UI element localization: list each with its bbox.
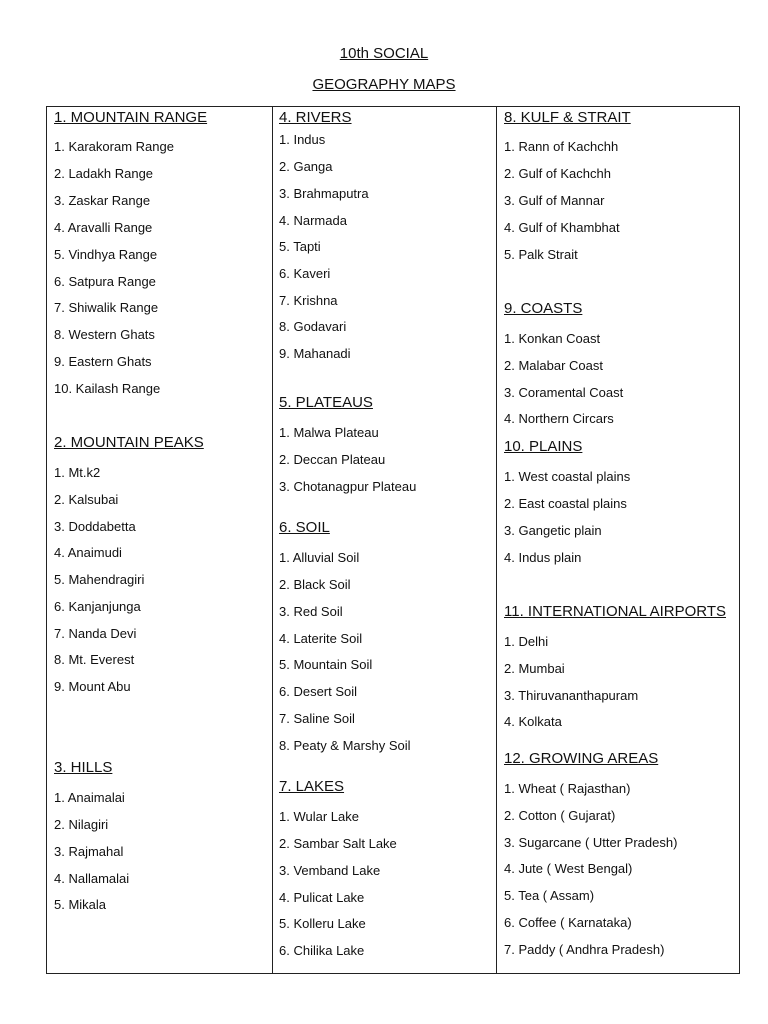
list-item: 10. Kailash Range xyxy=(54,381,161,396)
list-item: 6. Chilika Lake xyxy=(279,943,365,958)
list-item: 2. Mumbai xyxy=(504,661,565,676)
list-item: 1. Indus xyxy=(279,132,326,147)
list-item: 1. Malwa Plateau xyxy=(279,425,379,440)
list-item: 5. Tapti xyxy=(279,239,321,254)
list-item: 2. Cotton ( Gujarat) xyxy=(504,808,616,823)
section-heading-soil: 6. SOIL xyxy=(279,519,330,536)
list-item: 1. Alluvial Soil xyxy=(279,550,360,565)
list-item: 4. Gulf of Khambhat xyxy=(504,220,620,235)
list-item: 3. Gangetic plain xyxy=(504,523,602,538)
list-item: 1. Rann of Kachchh xyxy=(504,139,619,154)
list-item: 3. Sugarcane ( Utter Pradesh) xyxy=(504,835,678,850)
list-item: 2. Kalsubai xyxy=(54,492,119,507)
list-item: 3. Doddabetta xyxy=(54,519,136,534)
column-divider xyxy=(496,107,497,973)
list-item: 7. Krishna xyxy=(279,293,338,308)
section-heading-mountain-range: 1. MOUNTAIN RANGE xyxy=(54,109,208,126)
list-item: 3. Brahmaputra xyxy=(279,186,369,201)
list-item: 5. Tea ( Assam) xyxy=(504,888,595,903)
section-heading-hills: 3. HILLS xyxy=(54,759,113,776)
list-item: 4. Jute ( West Bengal) xyxy=(504,861,633,876)
list-item: 9. Mount Abu xyxy=(54,679,131,694)
section-heading-rivers: 4. RIVERS xyxy=(279,109,352,126)
section-heading-mountain-peaks: 2. MOUNTAIN PEAKS xyxy=(54,434,204,451)
list-item: 2. East coastal plains xyxy=(504,496,627,511)
list-item: 3. Red Soil xyxy=(279,604,343,619)
list-item: 5. Kolleru Lake xyxy=(279,916,366,931)
list-item: 4. Narmada xyxy=(279,213,347,228)
list-item: 5. Mahendragiri xyxy=(54,572,145,587)
list-item: 7. Saline Soil xyxy=(279,711,355,726)
list-item: 2. Gulf of Kachchh xyxy=(504,166,611,181)
list-item: 4. Indus plain xyxy=(504,550,582,565)
list-item: 3. Coramental Coast xyxy=(504,385,624,400)
list-item: 2. Black Soil xyxy=(279,577,351,592)
list-item: 1. Wular Lake xyxy=(279,809,359,824)
list-item: 3. Vemband Lake xyxy=(279,863,381,878)
list-item: 1. Karakoram Range xyxy=(54,139,174,154)
list-item: 7. Nanda Devi xyxy=(54,626,137,641)
list-item: 4. Anaimudi xyxy=(54,545,122,560)
list-item: 8. Western Ghats xyxy=(54,327,155,342)
list-item: 2. Deccan Plateau xyxy=(279,452,386,467)
list-item: 4. Kolkata xyxy=(504,714,562,729)
section-heading-gulf-strait: 8. KULF & STRAIT xyxy=(504,109,631,126)
list-item: 7. Shiwalik Range xyxy=(54,300,159,315)
list-item: 8. Godavari xyxy=(279,319,347,334)
list-item: 9. Eastern Ghats xyxy=(54,354,152,369)
list-item: 6. Satpura Range xyxy=(54,274,156,289)
list-item: 6. Coffee ( Karnataka) xyxy=(504,915,632,930)
list-item: 6. Desert Soil xyxy=(279,684,358,699)
section-heading-growing-areas: 12. GROWING AREAS xyxy=(504,750,659,767)
list-item: 4. Laterite Soil xyxy=(279,631,363,646)
section-heading-coasts: 9. COASTS xyxy=(504,300,583,317)
list-item: 1. Delhi xyxy=(504,634,549,649)
section-heading-plains: 10. PLAINS xyxy=(504,438,583,455)
list-item: 2. Sambar Salt Lake xyxy=(279,836,397,851)
list-item: 8. Mt. Everest xyxy=(54,652,135,667)
list-item: 2. Malabar Coast xyxy=(504,358,603,373)
list-item: 3. Chotanagpur Plateau xyxy=(279,479,417,494)
list-item: 3. Gulf of Mannar xyxy=(504,193,605,208)
list-item: 5. Palk Strait xyxy=(504,247,578,262)
list-item: 1. Konkan Coast xyxy=(504,331,601,346)
list-item: 4. Pulicat Lake xyxy=(279,890,365,905)
list-item: 2. Ladakh Range xyxy=(54,166,154,181)
list-item: 7. Paddy ( Andhra Pradesh) xyxy=(504,942,665,957)
list-item: 5. Mikala xyxy=(54,897,107,912)
list-item: 5. Vindhya Range xyxy=(54,247,158,262)
list-item: 1. Mt.k2 xyxy=(54,465,101,480)
list-item: 9. Mahanadi xyxy=(279,346,351,361)
list-item: 1. Wheat ( Rajasthan) xyxy=(504,781,631,796)
list-item: 1. West coastal plains xyxy=(504,469,631,484)
section-heading-plateaus: 5. PLATEAUS xyxy=(279,394,373,411)
document-title: 10th SOCIAL xyxy=(339,45,429,62)
list-item: 6. Kanjanjunga xyxy=(54,599,141,614)
list-item: 4. Aravalli Range xyxy=(54,220,153,235)
list-item: 3. Thiruvananthapuram xyxy=(504,688,639,703)
section-heading-lakes: 7. LAKES xyxy=(279,778,345,795)
column-divider xyxy=(272,107,273,973)
list-item: 4. Nallamalai xyxy=(54,871,130,886)
list-item: 6. Kaveri xyxy=(279,266,331,281)
list-item: 2. Ganga xyxy=(279,159,333,174)
list-item: 1. Anaimalai xyxy=(54,790,125,805)
list-item: 3. Zaskar Range xyxy=(54,193,151,208)
document-subtitle: GEOGRAPHY MAPS xyxy=(312,76,456,93)
list-item: 8. Peaty & Marshy Soil xyxy=(279,738,411,753)
section-heading-international-airports: 11. INTERNATIONAL AIRPORTS xyxy=(504,603,726,620)
list-item: 4. Northern Circars xyxy=(504,411,614,426)
list-item: 3. Rajmahal xyxy=(54,844,124,859)
list-item: 5. Mountain Soil xyxy=(279,657,373,672)
list-item: 2. Nilagiri xyxy=(54,817,109,832)
